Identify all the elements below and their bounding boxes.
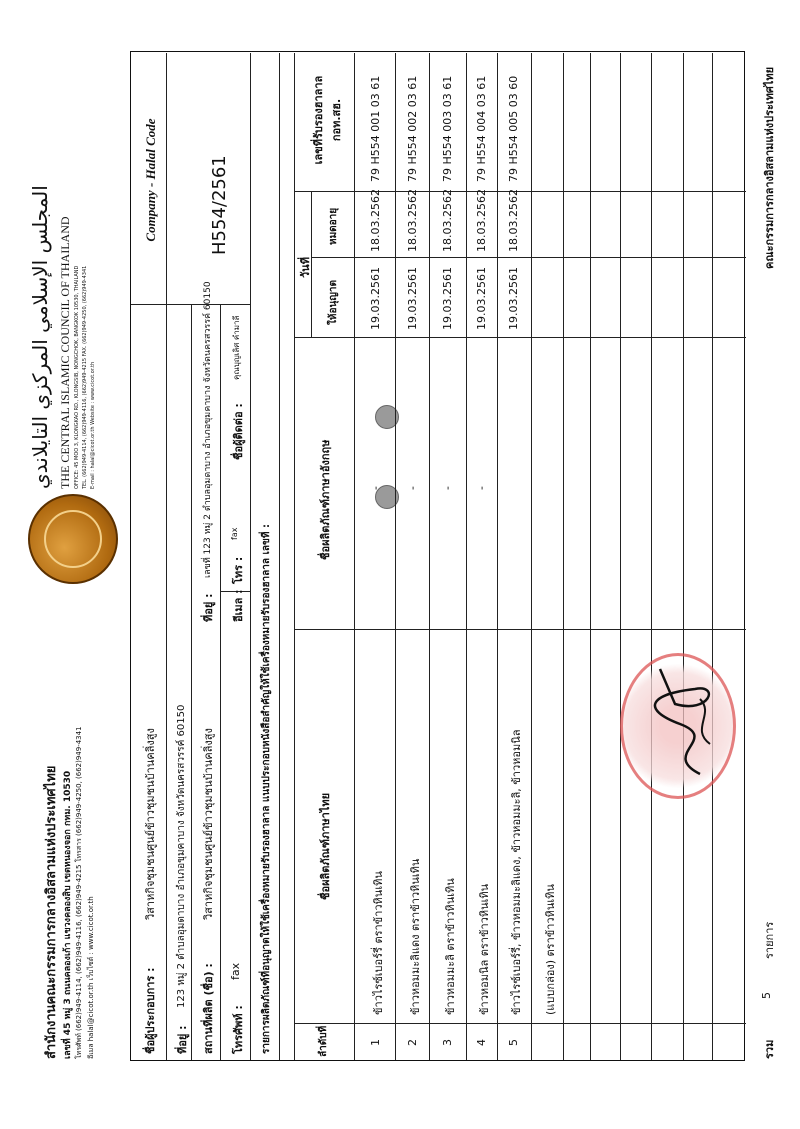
org-email-english: E-mail : halal@cicot.or.th Website : www.cicot.or.th [90,361,96,489]
committee-name: คณะกรรมการกลางอิสลามแห่งประเทศไทย [763,66,776,269]
row2-name-th: ข้าวหอมมะลิแดง ตราข้าวหินเทิน [409,858,422,1015]
row1-name-en: - [369,486,382,490]
row5-name-th-line2: (แบบกล่อง) ตราข้าวหินเทิน [544,884,557,1015]
signature [640,654,730,784]
list-intro: รายการผลิตภัณฑ์ที่อนุญาตให้ใช้เครื่องหมายรับรองฮาลาล แนบประกอบหนังสือสำคัญให้ใช้เครื่องหมายรับรองฮาลาล เลขที่ : [261,524,272,1054]
fax-value: fax [230,527,239,540]
row3-expire: 18.03.2562 [441,189,454,252]
org-name-arabic: ﺍﻟﻤﺠﻠﺲ ﺍﻹﺳﻼﻣﻲ ﺍﻟﻤﺮﻛﺰﻱ ﺍﻟﺘﺎﻳﻼﻧﺪﻱ [28,185,52,489]
row3-name-en: - [441,486,454,490]
address-value: 123 หมู่ 2 ตำบลอุมดาบาง อำเภอขุมคาบาง จังหวัดนครสวรรค์ 60150 [176,704,187,1008]
total-unit: รายการ [763,921,776,959]
row2-name-en: - [406,486,419,490]
row4-name-th: ข้าวหอมนิล ตราข้าวหินเทิน [478,883,491,1015]
row2-cert: 79 H554 002 03 61 [406,75,419,182]
col-header-date: วันที่ [299,257,312,278]
council-logo [28,494,118,584]
row4-issue: 19.03.2561 [475,267,488,330]
address-label: ที่อยู่ : [176,1025,189,1054]
org-phone-thai: โทรศัพท์ (662)949-4114, (662)949-4116, (662)949-4215 โทรสาร (662)949-4250, (662)949-4341 [75,726,83,1059]
row1-name-th: ข้าวไรซ์เบอร์รี่ ตราข้าวหินเทิน [372,871,385,1015]
row4-no: 4 [475,1039,488,1046]
col-header-issue: ให้อนุญาต [328,280,339,325]
org-phone-english: TEL. (662)949-4114, (662)949-4116, (662)949-4215 FAX. (662)949-4250, (662)949-4341 [82,265,88,489]
operator-label: ชื่อผู้ประกอบการ : [144,967,157,1054]
total-value: 5 [760,992,773,999]
col-header-no: ลำดับที่ [318,1025,329,1057]
org-address-english: OFFICE: 45 MOO 3, KLONGKAO RD., KLONGSIB, NONGCHOK, BANGKOK 10530, THAILAND [74,265,80,489]
row5-name-th: ข้าวไรซ์เบอร์รี่, ข้าวหอมมะลิแดง, ข้าวหอมมะลิ, ข้าวหอมนิล [510,729,523,1015]
plant-label: สถานที่ผลิต (ชื่อ) : [202,963,215,1054]
col-header-name-en: ชื่อผลิตภัณฑ์ภาษาอังกฤษ [319,439,332,560]
row5-cert: 79 H554 005 03 60 [507,75,520,182]
row5-issue: 19.03.2561 [507,267,520,330]
row3-no: 3 [441,1039,454,1046]
row2-expire: 18.03.2562 [406,189,419,252]
org-email-thai: อีเมล halal@cicot.or.th เว็บไซต์ : www.cicot.or.th [87,896,95,1059]
row3-issue: 19.03.2561 [441,267,454,330]
row2-issue: 19.03.2561 [406,267,419,330]
operator-value: วิสาหกิจชุมชนศูนย์ข้าวชุมชนบ้านคลิ่งสูง [144,728,157,920]
row5-no: 5 [507,1039,520,1046]
row4-expire: 18.03.2562 [475,189,488,252]
row4-name-en: - [475,486,488,490]
row3-cert: 79 H554 003 03 61 [441,75,454,182]
row1-issue: 19.03.2561 [369,267,382,330]
email-label: อีเมล : [232,589,245,622]
plant-address-value: เลขที่ 123 หมู่ 2 ตำบลอุมดาบาง อำเภอขุมคาบาง จังหวัดนครสวรรค์ 60150 [203,281,213,578]
row4-cert: 79 H554 004 03 61 [475,75,488,182]
contact-value: คุณบุญเลิศ คำมาลี [232,315,241,380]
company-code-value: H554/2561 [209,155,230,255]
row2-no: 2 [406,1039,419,1046]
col-header-cert: เลขที่รับรองฮาลาล กอท.สฮ. [312,75,343,165]
row3-name-th: ข้าวหอมมะลิ ตราข้าวหินเทิน [444,878,457,1015]
fax-label: โทร : [232,556,245,584]
org-address-thai: เลขที่ 45 หมู่ 3 ถนนคลองเก้า แขวงคลองสิบ เขตหนองจอก กทม. 10530 [63,770,73,1059]
row1-cert: 79 H554 001 03 61 [369,75,382,182]
row1-no: 1 [369,1039,382,1046]
col-header-name-th: ชื่อผลิตภัณฑ์ภาษาไทย [319,792,332,900]
org-name-english: THE CENTRAL ISLAMIC COUNCIL OF THAILAND [58,216,72,489]
company-code-title: Company - Halal Code [143,118,158,242]
halal-form-table [130,51,745,1061]
plant-value: วิสาหกิจชุมชนศูนย์ข้าวชุมชนบ้านคลิ่งสูง [202,728,215,920]
phone-value: fax [229,962,242,980]
row1-expire: 18.03.2562 [369,189,382,252]
org-name-thai: สำนักงานคณะกรรมการกลางอิสลามแห่งประเทศไทย [44,765,59,1059]
total-label: รวม [763,1039,776,1059]
row5-expire: 18.03.2562 [507,189,520,252]
phone-label: โทรศัพท์ : [232,1005,245,1054]
contact-label: ชื่อผู้ติดต่อ : [232,403,245,460]
plant-address-label: ที่อยู่ : [202,593,215,622]
col-header-expire: หมดอายุ [328,207,339,245]
